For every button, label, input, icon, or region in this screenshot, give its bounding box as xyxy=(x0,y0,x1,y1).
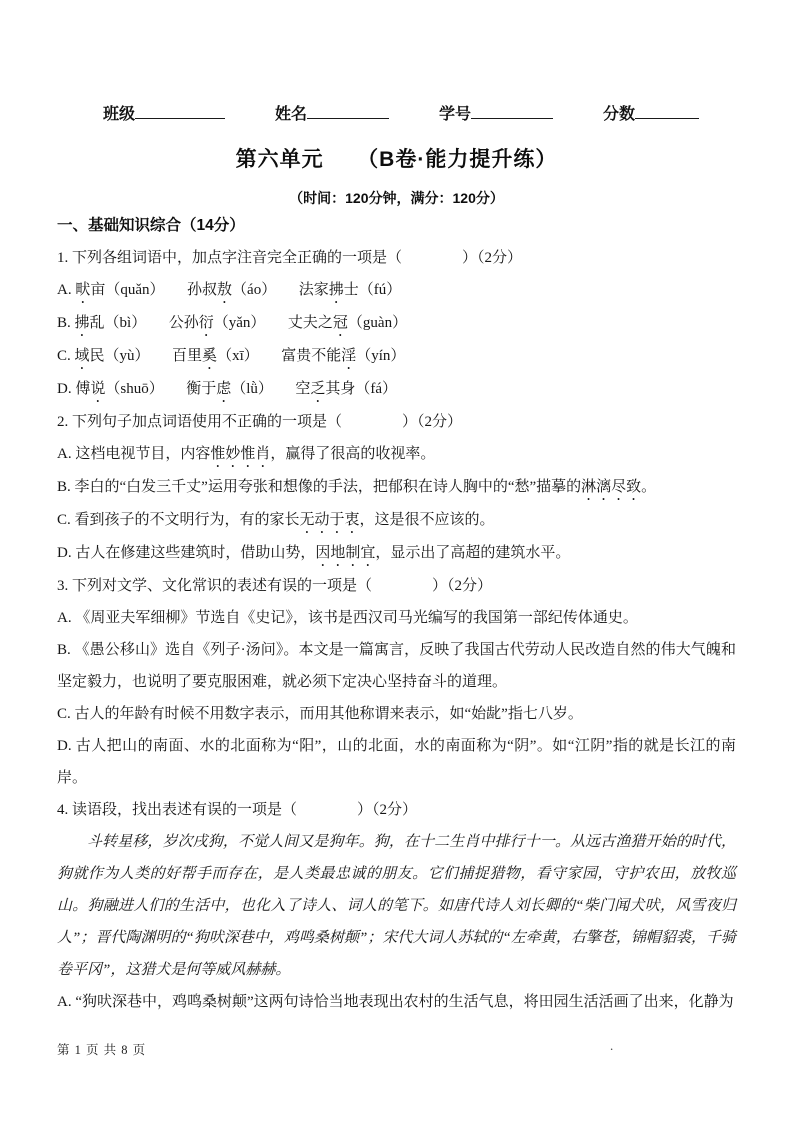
q1-option-c: C. 域民（yù） 百里奚（xī） 富贵不能淫（yín） xyxy=(57,348,406,364)
q2-option-b: B. 李白的“白发三千丈”运用夸张和想像的手法，把郁积在诗人胸中的“愁”描摹的淋漓尽致。 xyxy=(57,479,657,495)
section-heading: 一、基础知识综合（14分） xyxy=(57,217,245,234)
q2-option-c: C. 看到孩子的不文明行为，有的家长无动于衷，这是很不应该的。 xyxy=(57,512,495,528)
student-id-field xyxy=(439,101,553,124)
q3-option-c: C. 古人的年龄有时候不用数字表示，而用其他称谓来表示，如“始龀”指七八岁。 xyxy=(57,706,583,722)
score-field xyxy=(603,101,699,124)
class-field xyxy=(103,101,225,124)
q1-option-a: A. 畎亩（quǎn） 孙叔敖（áo） 法家拂士（fú） xyxy=(57,282,402,298)
score-blank-line xyxy=(635,103,699,119)
student-id-label: 学号 xyxy=(438,106,471,123)
page-number-label: 第 1 页 共 8 页 xyxy=(57,1043,147,1057)
score-label: 分数 xyxy=(602,106,635,123)
q1-stem: 1. 下列各组词语中，加点字注音完全正确的一项是（ ）（2分） xyxy=(57,250,523,266)
q1-option-d: D. 傅说（shuō） 衡于虑（lǜ） 空乏其身（fá） xyxy=(57,381,398,397)
q2-stem: 2. 下列句子加点词语使用不正确的一项是（ ）（2分） xyxy=(57,414,463,430)
q3-option-d: D. 古人把山的南面、水的北面称为“阳”，山的北面，水的南面称为“阴”。如“江阴”指的就是长江的南岸。 xyxy=(57,738,736,786)
student-id-blank-line xyxy=(471,103,553,119)
page-footer xyxy=(57,1040,146,1058)
q1-option-b: B. 拂乱（bì） 公孙衍（yǎn） 丈夫之冠（guàn） xyxy=(57,315,408,331)
student-info-row xyxy=(103,101,699,124)
paper-body xyxy=(57,210,736,1018)
q2-option-d: D. 古人在修建这些建筑时，借助山势，因地制宜，显示出了高超的建筑水平。 xyxy=(57,545,571,561)
q3-option-a: A. 《周亚夫军细柳》节选自《史记》，该书是西汉司马光编写的我国第一部纪传体通史。 xyxy=(57,610,638,626)
paper-subtitle: （时间：120分钟，满分：120分） xyxy=(289,190,504,206)
q2-option-a: A. 这档电视节目，内容惟妙惟肖，赢得了很高的收视率。 xyxy=(57,446,436,462)
class-blank-line xyxy=(135,103,225,119)
q3-option-b: B. 《愚公移山》选自《列子·汤问》。本文是一篇寓言，反映了我国古代劳动人民改造自然的伟大气魄和坚定毅力，也说明了要克服困难，就必须下定决心坚持奋斗的道理。 xyxy=(57,642,736,690)
q3-stem: 3. 下列对文学、文化常识的表述有误的一项是（ ）（2分） xyxy=(57,578,493,594)
stray-dot-artifact: . xyxy=(610,1038,614,1053)
q4-option-a: A. “狗吠深巷中，鸡鸣桑树颠”这两句诗恰当地表现出农村的生活气息，将田园生活活画了出来，化静为 xyxy=(57,994,734,1010)
name-field xyxy=(275,101,389,124)
class-label: 班级 xyxy=(103,106,136,123)
q4-passage: 斗转星移，岁次戌狗，不觉人间又是狗年。狗，在十二生肖中排行十一。从远古渔猎开始的时代，狗就作为人类的好帮手而存在，是人类最忠诚的朋友。它们捕捉猎物，看守家园，守护农田，放牧巡山。狗融进人们的生活中，也化入了诗人、词人的笔下。如唐代诗人刘长卿的“柴门闻犬吠，风雪夜归人”；晋代陶渊明的“狗吠深巷中，鸡鸣桑树颠”；宋代大词人苏轼的“左牵黄，右擎苍，锦帽貂裘，千骑卷平冈”，这猎犬是何等威风赫赫。 xyxy=(57,834,736,978)
paper-title: 第六单元 （B卷·能力提升练） xyxy=(235,148,558,171)
name-label: 姓名 xyxy=(274,106,307,123)
q4-stem: 4. 读语段，找出表述有误的一项是（ ）（2分） xyxy=(57,802,418,818)
name-blank-line xyxy=(307,103,389,119)
